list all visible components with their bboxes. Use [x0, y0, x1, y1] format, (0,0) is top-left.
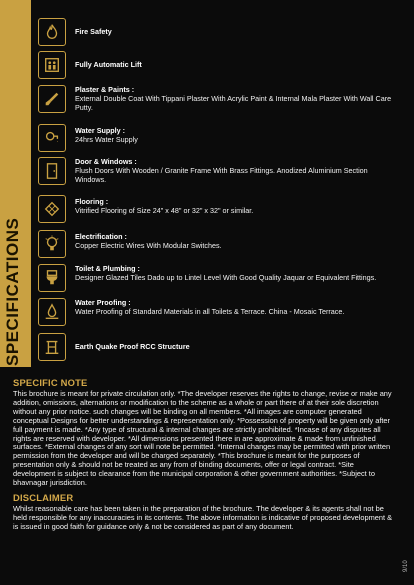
spec-description: Water Proofing of Standard Materials in all Toilets & Terrace. China - Mosaic Terrace. [75, 307, 345, 316]
spec-title: Flooring : [75, 197, 109, 206]
disclaimer-heading: DISCLAIMER [13, 491, 74, 503]
elevator-icon [38, 51, 66, 79]
spec-title: Door & Windows : [75, 157, 137, 166]
paint-brush-icon [38, 85, 66, 113]
spec-description: Designer Glazed Tiles Dado up to Lintel Level With Good Quality Jaquar or Equivalent Fittings. [75, 273, 377, 282]
spec-description: Flush Doors With Wooden / Granite Frame With Brass Fittings. Anodized Aluminium Section Windows. [75, 166, 368, 184]
spec-title: Electrification : [75, 232, 127, 241]
toilet-icon [38, 264, 66, 292]
door-icon [38, 157, 66, 185]
spec-title: Toilet & Plumbing : [75, 264, 140, 273]
water-tap-icon [38, 124, 66, 152]
page-number: 9/10 [403, 560, 409, 572]
spec-title: Earth Quake Proof RCC Structure [75, 342, 190, 351]
fire-icon [38, 18, 66, 46]
flooring-tiles-icon [38, 195, 66, 223]
spec-title: Fully Automatic Lift [75, 60, 142, 69]
spec-description: Copper Electric Wires With Modular Switches. [75, 241, 222, 250]
rcc-structure-icon [38, 333, 66, 361]
spec-title: Plaster & Paints : [75, 85, 135, 94]
spec-title: Water Proofing : [75, 298, 131, 307]
spec-description: Vitrified Flooring of Size 24" x 48" or 32" x 32" or similar. [75, 206, 254, 215]
specific-note-body: This brochure is meant for private circulation only. *The developer reserves the rights to change, revise or make any addition, omissions, alternations or modification to the scheme as a whole or part there of at their sole discretion without any prior notice. such changes will be binding on all members. *All images are computer generated conceptual Designs for better understandings & representation only. *Possession of property will be given only after full payment is made. *Any type of structural & internal changes are strictly prohibited. *Incase of any disputes all rights are reserved with developer. *All dimensions presented there in are approximate & made from unfinished surfaces. *External changes of any sort will note be permitted. *Internal changes may be permitted with prior written permission from the developer and will be charged separately. *This brochure is meant for the purposes of presentation only & should not be treated as any from of binding documents, offer or legal contract. *Site development is subject to clearance from the municipal corporation & other government authorities. *Subject to bhavnagar jurisdiction. [13, 389, 392, 488]
specific-note-heading: SPECIFIC NOTE [13, 377, 88, 388]
disclaimer-body: Whilst reasonable care has been taken in the preparation of the brochure. The developer & its agents shall not be held responsible for any inaccuracies in its contents. The above information is indicative of proposed development & is issued in good faith for guidance only & not be considered as part of any document. [13, 503, 393, 531]
spec-description: 24hrs Water Supply [75, 135, 138, 144]
notes-section [13, 377, 397, 532]
spec-title: Fire Safety [75, 27, 112, 36]
spec-description: External Double Coat With Tippani Plaster With Acrylic Paint & Internal Mala Plaster With Wall Care Putty. [75, 94, 392, 112]
sidebar-label: SPECIFICATIONS [3, 217, 22, 366]
waterproof-icon [38, 298, 66, 326]
bulb-icon [38, 230, 66, 258]
spec-title: Water Supply : [75, 126, 126, 135]
